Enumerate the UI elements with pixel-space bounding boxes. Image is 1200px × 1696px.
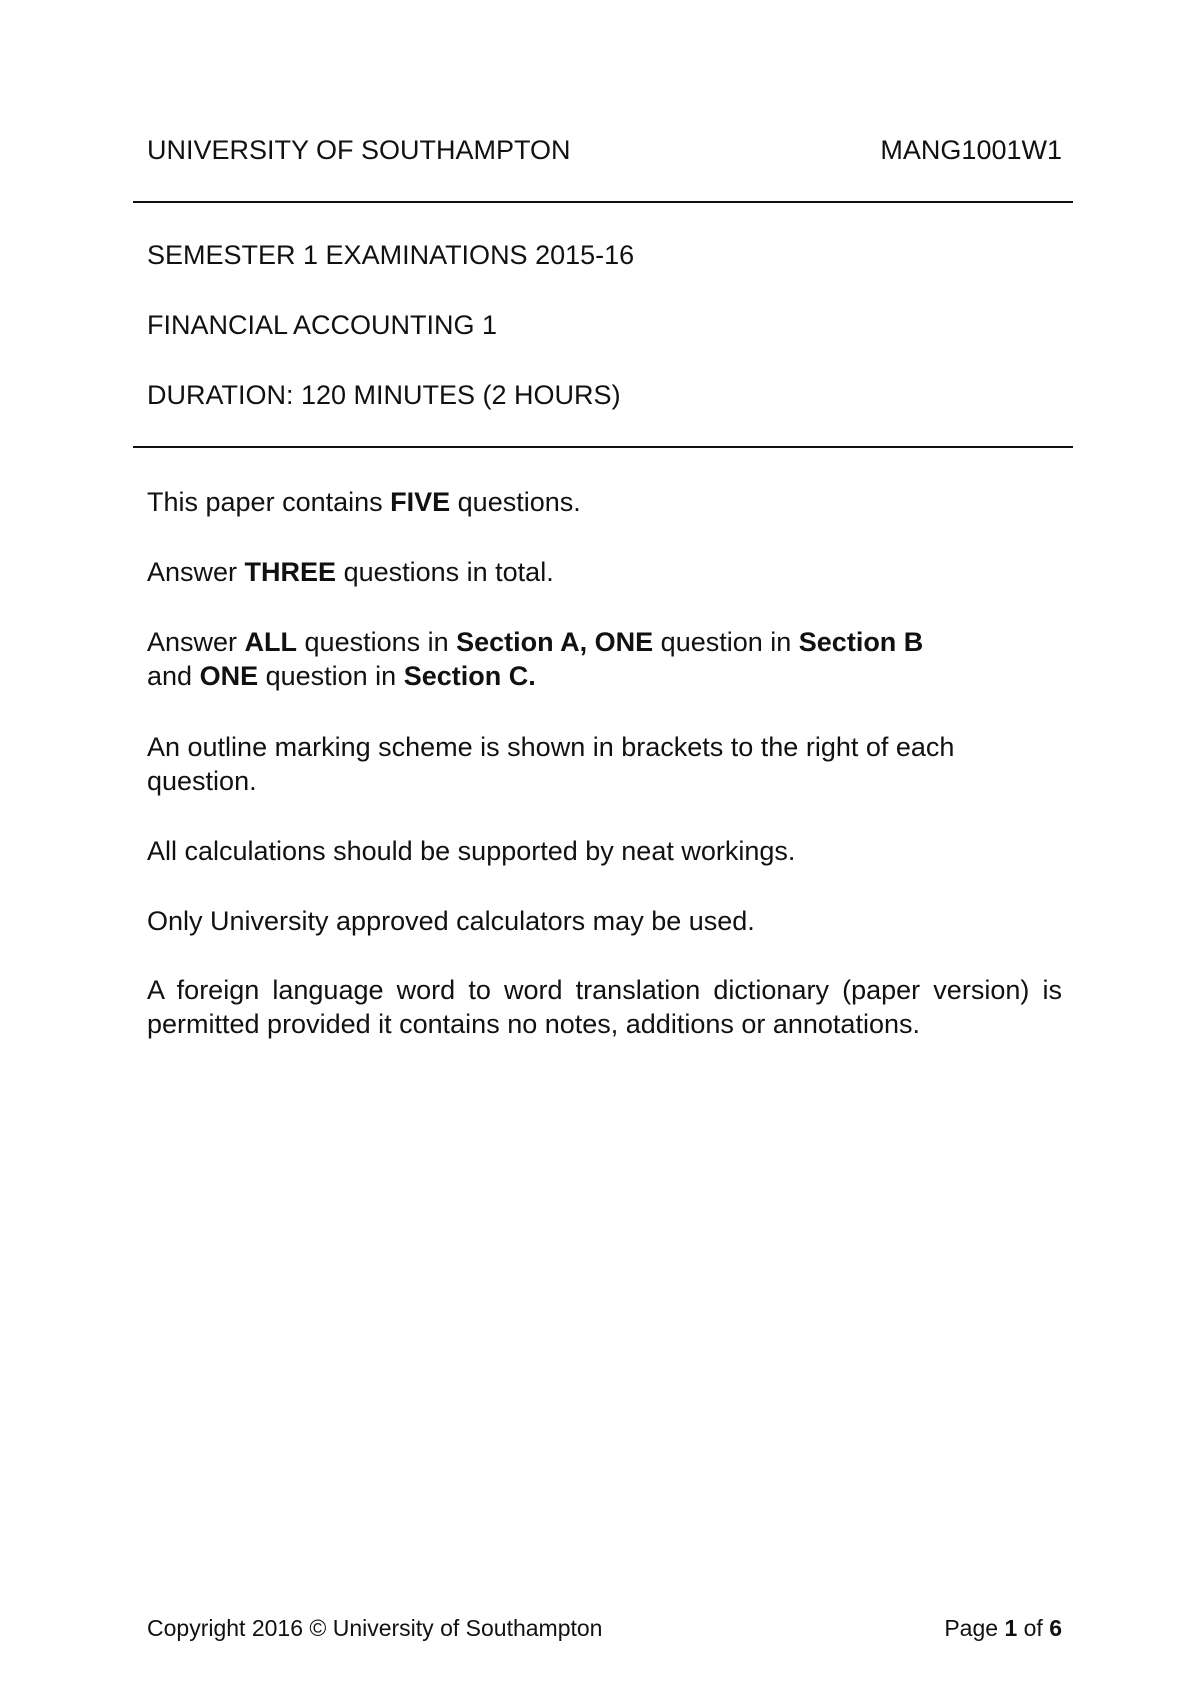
- title-divider: [133, 446, 1073, 448]
- exam-duration: DURATION: 120 MINUTES (2 HOURS): [147, 380, 621, 410]
- instruction-question-count: This paper contains FIVE questions.: [147, 487, 581, 517]
- instruction-calculators: Only University approved calculators may be used.: [147, 906, 755, 936]
- page-number: Page 1 of 6: [944, 1615, 1062, 1641]
- instruction-answer-total: Answer THREE questions in total.: [147, 557, 554, 587]
- module-code: MANG1001W1: [880, 135, 1062, 165]
- instruction-workings: All calculations should be supported by neat workings.: [147, 836, 796, 866]
- exam-session: SEMESTER 1 EXAMINATIONS 2015-16: [147, 240, 635, 270]
- header-divider: [133, 201, 1073, 203]
- institution-name: UNIVERSITY OF SOUTHAMPTON: [147, 135, 571, 165]
- instruction-marking-scheme: An outline marking scheme is shown in brackets to the right of each question.: [147, 732, 955, 796]
- copyright-notice: Copyright 2016 © University of Southampton: [147, 1615, 603, 1641]
- instruction-dictionary: A foreign language word to word translation dictionary (paper version) is permitted provided it contains no notes, additions or annotations.: [147, 975, 1062, 1039]
- instruction-section-rules: Answer ALL questions in Section A, ONE question in Section B and ONE question in Section C.: [147, 627, 924, 691]
- module-name: FINANCIAL ACCOUNTING 1: [147, 310, 498, 340]
